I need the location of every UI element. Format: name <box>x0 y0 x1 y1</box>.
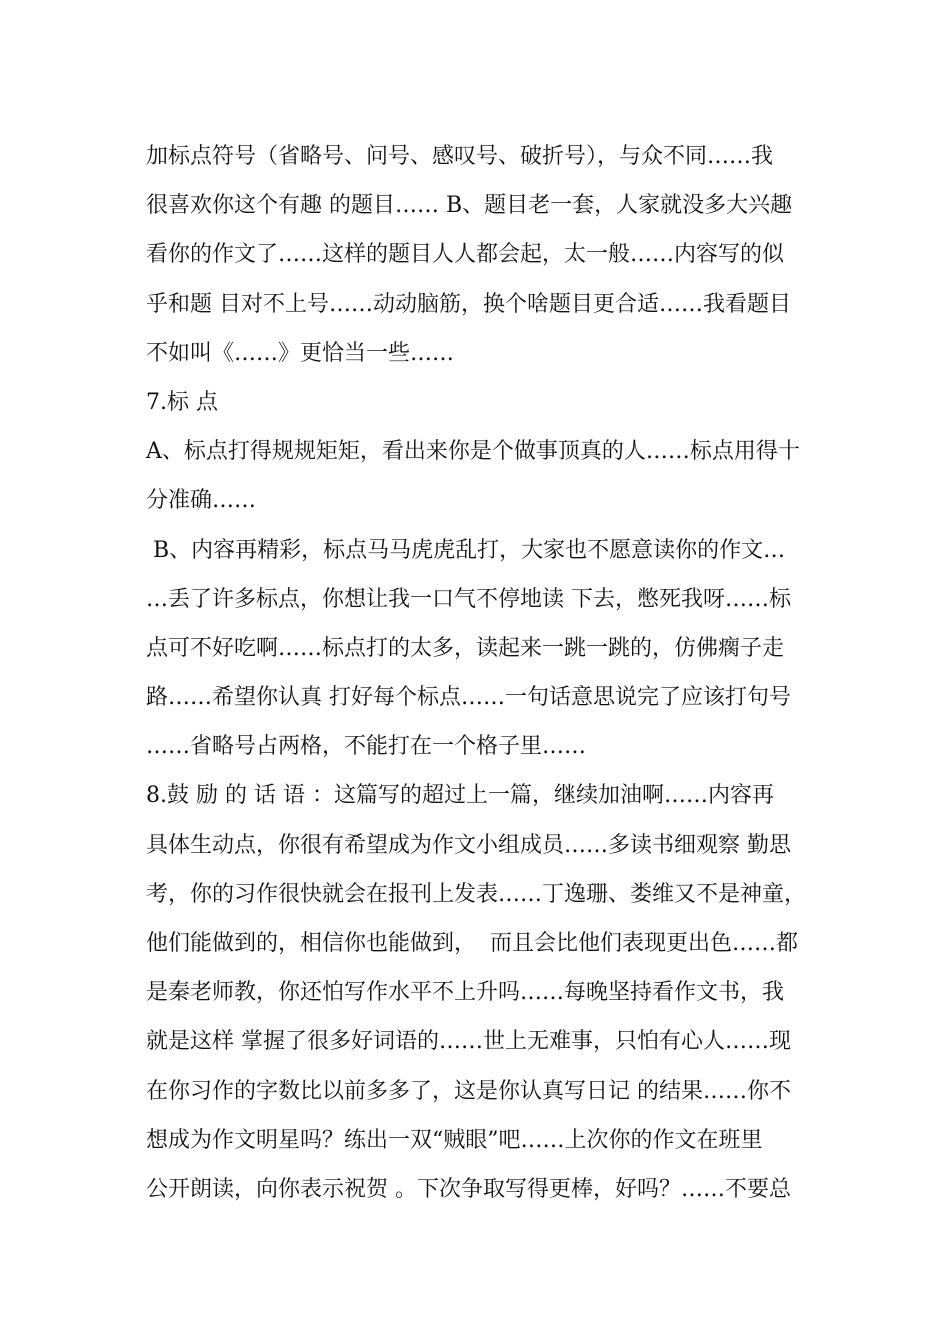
text-line: 看你的作文了……这样的题目人人都会起，太一般……内容写的似 <box>146 242 785 268</box>
text-line: 公开朗读，向你表示祝贺 。下次争取写得更棒，好吗？……不要总 <box>146 1176 791 1202</box>
section-heading-punctuation: 7.标 点 <box>146 389 218 415</box>
text-line: 想成为作文明星吗？练出一双“贼眼”吧……上次你的作文在班里 <box>146 1127 763 1153</box>
text-line: 乎和题 目对不上号……动动脑筋，换个啥题目更合适……我看题目 <box>146 291 791 317</box>
section-heading-encouragement: 8.鼓 励 的 话 语 ：这篇写的超过上一篇，继续加油啊……内容再 <box>146 783 774 809</box>
text-line: 具体生动点，你很有希望成为作文小组成员……多读书细观察 勤思 <box>146 832 791 858</box>
text-line: 很喜欢你这个有趣 的题目…… B、题目老一套，人家就没多大兴趣 <box>146 193 793 219</box>
text-line: 考，你的习作很快就会在报刊上发表……丁逸珊、娄维又不是神童， <box>146 881 807 907</box>
text-line: 路……希望你认真 打好每个标点……一句话意思说完了应该打句号 <box>146 685 791 711</box>
text-line: 他们能做到的，相信你也能做到， 而且会比他们表现更出色……都 <box>146 931 798 956</box>
text-line: 加标点符号（省略号、问号、感叹号、破折号），与众不同……我 <box>146 144 774 169</box>
text-line: 是秦老师教，你还怕写作水平不上升吗……每晚坚持看作文书，我 <box>146 980 785 1006</box>
text-line: ……省略号占两格，不能打在一个格子里…… <box>146 734 587 760</box>
text-line: 点可不好吃啊……标点打的太多，读起来一跳一跳的，仿佛瘸子走 <box>146 635 785 661</box>
text-line: 分准确…… <box>146 488 257 514</box>
text-line: 在你习作的字数比以前多多了，这是你认真写日记 的结果……你不 <box>146 1078 791 1104</box>
text-line: 就是这样 掌握了很多好词语的……世上无难事，只怕有心人……现 <box>146 1029 791 1055</box>
text-line: B、内容再精彩，标点马马虎虎乱打，大家也不愿意读你的作文… <box>146 537 786 563</box>
text-line: A、标点打得规规矩矩，看出来你是个做事顶真的人……标点用得十 <box>146 439 800 465</box>
document-body <box>146 132 826 1214</box>
text-line: 不如叫《……》更恰当一些…… <box>146 340 455 366</box>
text-line: …丢了许多标点，你想让我一口气不停地读 下去，憋死我呀……标 <box>146 586 791 612</box>
